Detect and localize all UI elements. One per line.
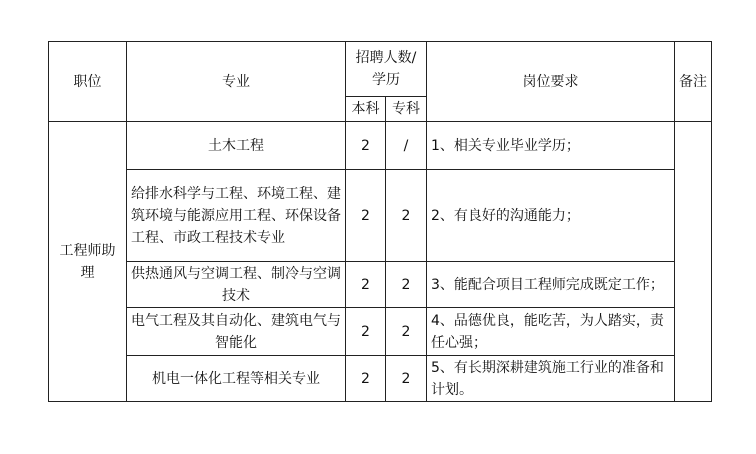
junior-college-cell: 2	[386, 170, 427, 262]
table-row	[49, 122, 712, 170]
major-cell: 给排水科学与工程、环境工程、建筑环境与能源应用工程、环保设备工程、市政工程技术专业	[127, 170, 346, 262]
header-position: 职位	[49, 42, 127, 122]
header-bachelor: 本科	[346, 97, 386, 122]
header-junior-college: 专科	[386, 97, 427, 122]
bachelor-cell: 2	[346, 262, 386, 308]
junior-college-cell: 2	[386, 356, 427, 402]
bachelor-cell: 2	[346, 356, 386, 402]
header-requirements: 岗位要求	[427, 42, 675, 122]
bachelor-cell: 2	[346, 308, 386, 356]
major-cell: 土木工程	[127, 122, 346, 170]
header-headcount-education: 招聘人数/学历	[346, 42, 427, 97]
table-row	[49, 356, 712, 402]
bachelor-cell: 2	[346, 170, 386, 262]
remarks-cell	[675, 122, 712, 402]
recruitment-table	[48, 41, 712, 402]
table-row	[49, 262, 712, 308]
requirement-cell: 3、能配合项目工程师完成既定工作；	[427, 262, 675, 308]
requirement-cell: 4、品德优良，能吃苦，为人踏实，责任心强；	[427, 308, 675, 356]
bachelor-cell: 2	[346, 122, 386, 170]
major-cell: 电气工程及其自动化、建筑电气与智能化	[127, 308, 346, 356]
header-remarks: 备注	[675, 42, 712, 122]
table-row	[49, 308, 712, 356]
table-row	[49, 170, 712, 262]
header-row	[49, 42, 712, 97]
major-cell: 机电一体化工程等相关专业	[127, 356, 346, 402]
junior-college-cell: 2	[386, 262, 427, 308]
requirement-cell: 2、有良好的沟通能力；	[427, 170, 675, 262]
requirement-cell: 1、相关专业毕业学历；	[427, 122, 675, 170]
header-major: 专业	[127, 42, 346, 122]
junior-college-cell: /	[386, 122, 427, 170]
major-cell: 供热通风与空调工程、制冷与空调技术	[127, 262, 346, 308]
junior-college-cell: 2	[386, 308, 427, 356]
requirement-cell: 5、有长期深耕建筑施工行业的准备和计划。	[427, 356, 675, 402]
position-name: 工程师助理	[49, 122, 127, 402]
